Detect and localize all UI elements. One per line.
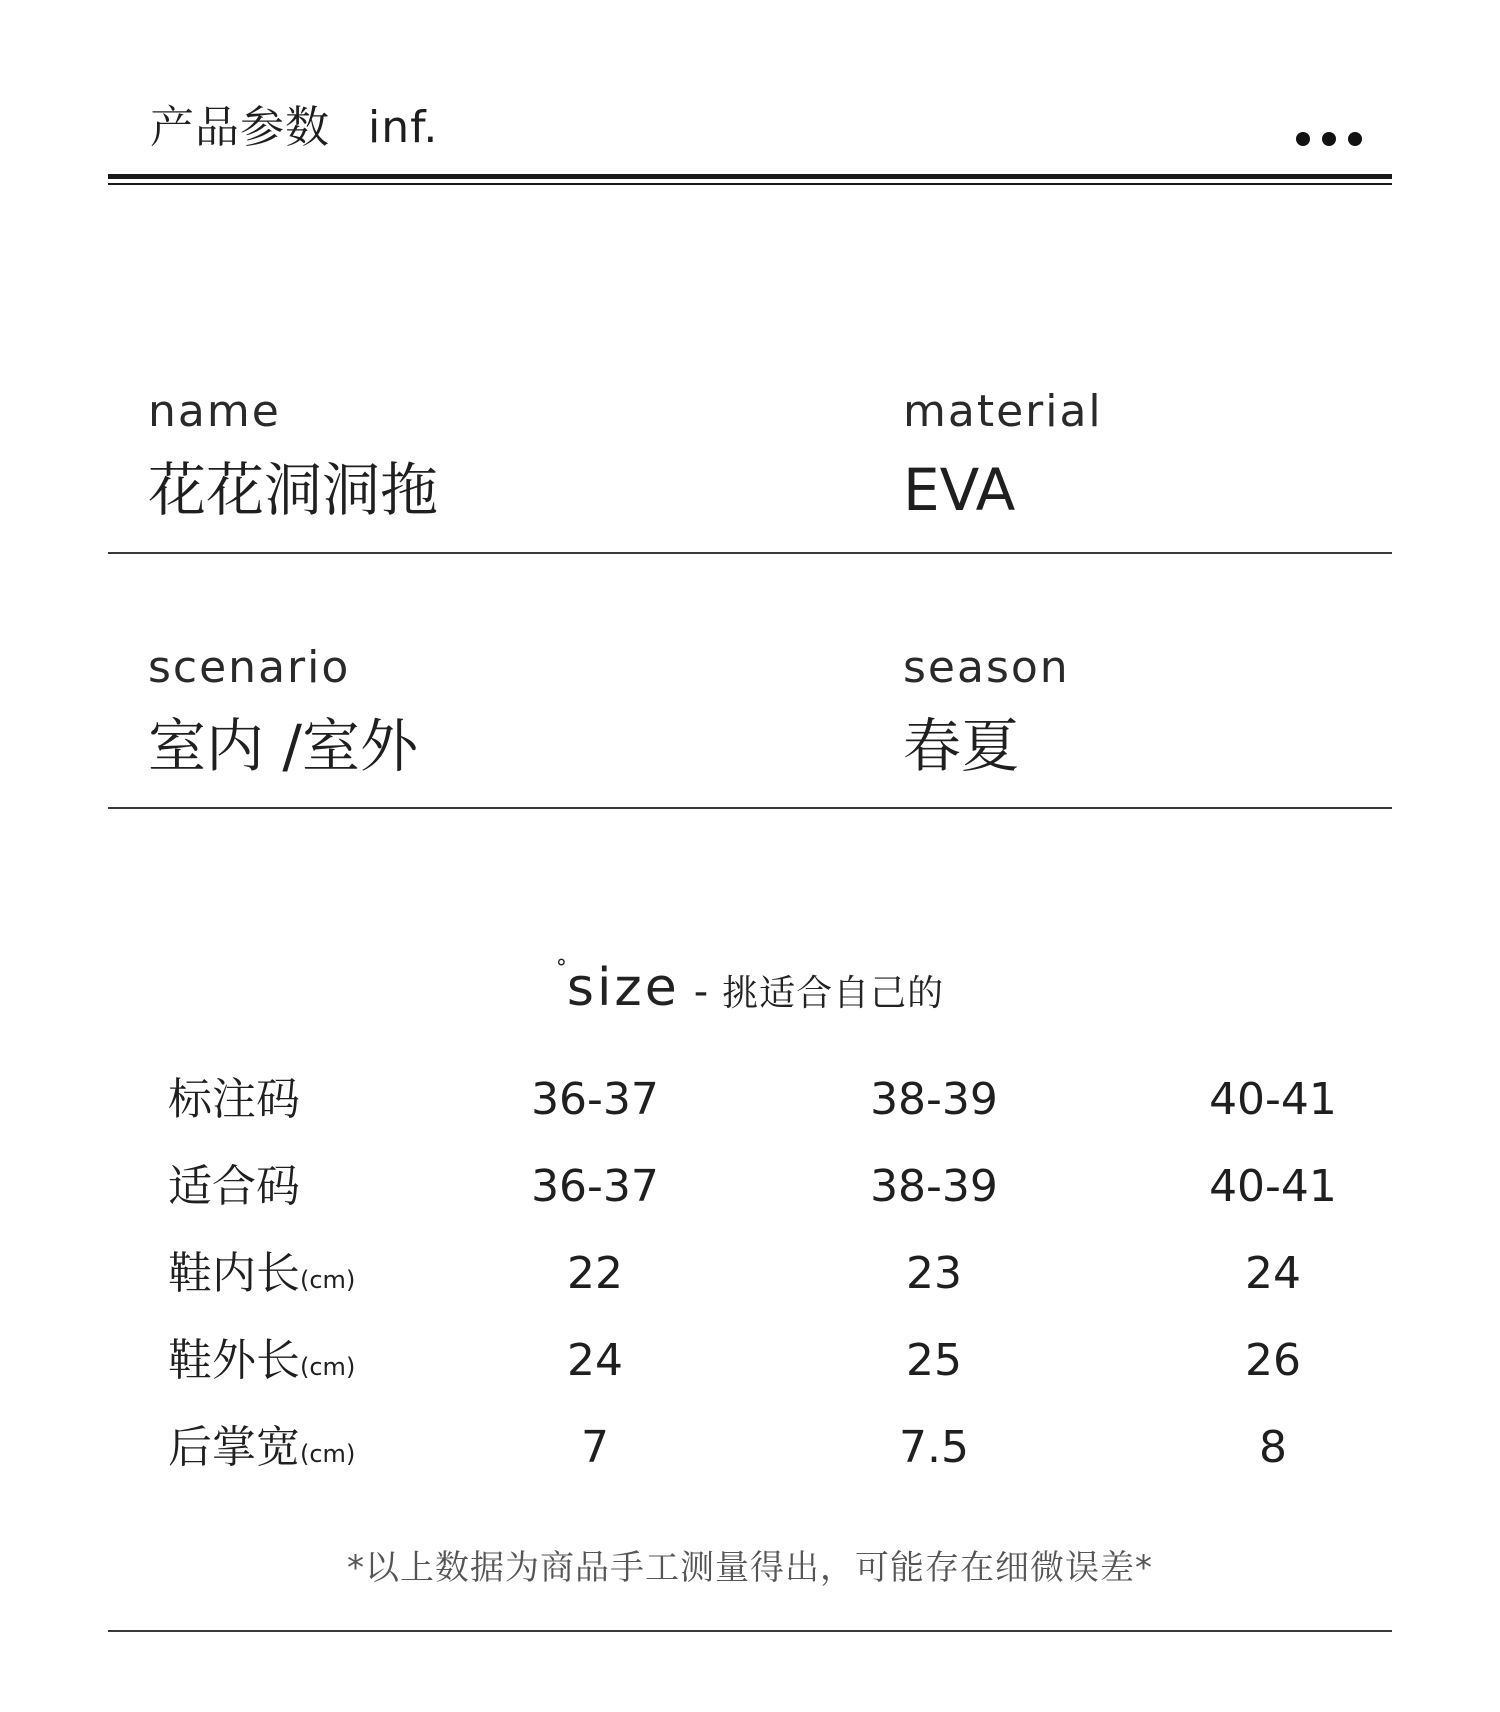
info-name <box>148 384 438 526</box>
table-cell: 7 <box>581 1422 609 1473</box>
table-cell: 40-41 <box>1209 1161 1337 1212</box>
row-label <box>168 1060 300 1146</box>
table-cell: 40-41 <box>1209 1074 1337 1125</box>
row-label-text: 标注码 <box>168 1074 300 1125</box>
bottom-divider <box>108 1630 1392 1632</box>
row-label-text: 鞋内长 <box>168 1248 300 1299</box>
table-row <box>0 1408 1500 1488</box>
table-cell: 24 <box>1245 1248 1301 1299</box>
table-row <box>0 1147 1500 1227</box>
table-cell: 24 <box>567 1335 623 1386</box>
page-title-en: inf. <box>368 102 439 153</box>
info-season <box>903 640 1070 782</box>
info-scenario-label: scenario <box>148 642 351 693</box>
table-cell: 23 <box>906 1248 962 1299</box>
table-row <box>0 1060 1500 1140</box>
size-heading <box>0 958 1500 1018</box>
row-label-text: 鞋外长 <box>168 1335 300 1386</box>
dot <box>1322 132 1336 146</box>
table-row <box>0 1321 1500 1401</box>
row-label <box>168 1234 355 1320</box>
size-title: size <box>566 958 680 1018</box>
info-material-value: EVA <box>903 456 1016 524</box>
info-scenario-value: 室内 /室外 <box>148 712 418 780</box>
info-scenario <box>148 640 418 782</box>
row-label <box>168 1408 355 1494</box>
table-cell: 36-37 <box>531 1074 659 1125</box>
table-cell: 26 <box>1245 1335 1301 1386</box>
header-rule-thin <box>108 183 1392 185</box>
table-cell: 36-37 <box>531 1161 659 1212</box>
table-cell: 7.5 <box>899 1422 969 1473</box>
more-dots-icon[interactable] <box>1296 132 1362 146</box>
section-divider <box>108 807 1392 809</box>
table-row <box>0 1234 1500 1314</box>
row-label <box>168 1321 355 1407</box>
info-material-label: material <box>903 386 1103 437</box>
section-divider <box>108 552 1392 554</box>
table-cell: 25 <box>906 1335 962 1386</box>
info-material <box>903 384 1103 526</box>
size-subtitle: 挑适合自己的 <box>722 973 945 1014</box>
info-season-value: 春夏 <box>903 712 1020 780</box>
row-label-text: 后掌宽 <box>168 1422 300 1473</box>
dot <box>1296 132 1310 146</box>
degree-mark: ° <box>555 956 567 981</box>
row-label <box>168 1147 300 1233</box>
table-cell: 22 <box>567 1248 623 1299</box>
info-season-label: season <box>903 642 1070 693</box>
row-label-unit: (cm) <box>300 1266 356 1294</box>
page-title <box>150 100 438 156</box>
dot <box>1348 132 1362 146</box>
table-cell: 8 <box>1259 1422 1287 1473</box>
measurement-footnote: *以上数据为商品手工测量得出，可能存在细微误差* <box>347 1548 1153 1588</box>
table-cell: 38-39 <box>870 1161 998 1212</box>
header-rule-thick <box>108 174 1392 179</box>
table-cell: 38-39 <box>870 1074 998 1125</box>
info-name-label: name <box>148 386 281 437</box>
row-label-unit: (cm) <box>300 1440 356 1468</box>
size-title-dash: - <box>693 969 709 1015</box>
page-title-cn: 产品参数 <box>150 102 330 153</box>
info-name-value: 花花洞洞拖 <box>148 456 439 524</box>
row-label-text: 适合码 <box>168 1161 300 1212</box>
row-label-unit: (cm) <box>300 1353 356 1381</box>
